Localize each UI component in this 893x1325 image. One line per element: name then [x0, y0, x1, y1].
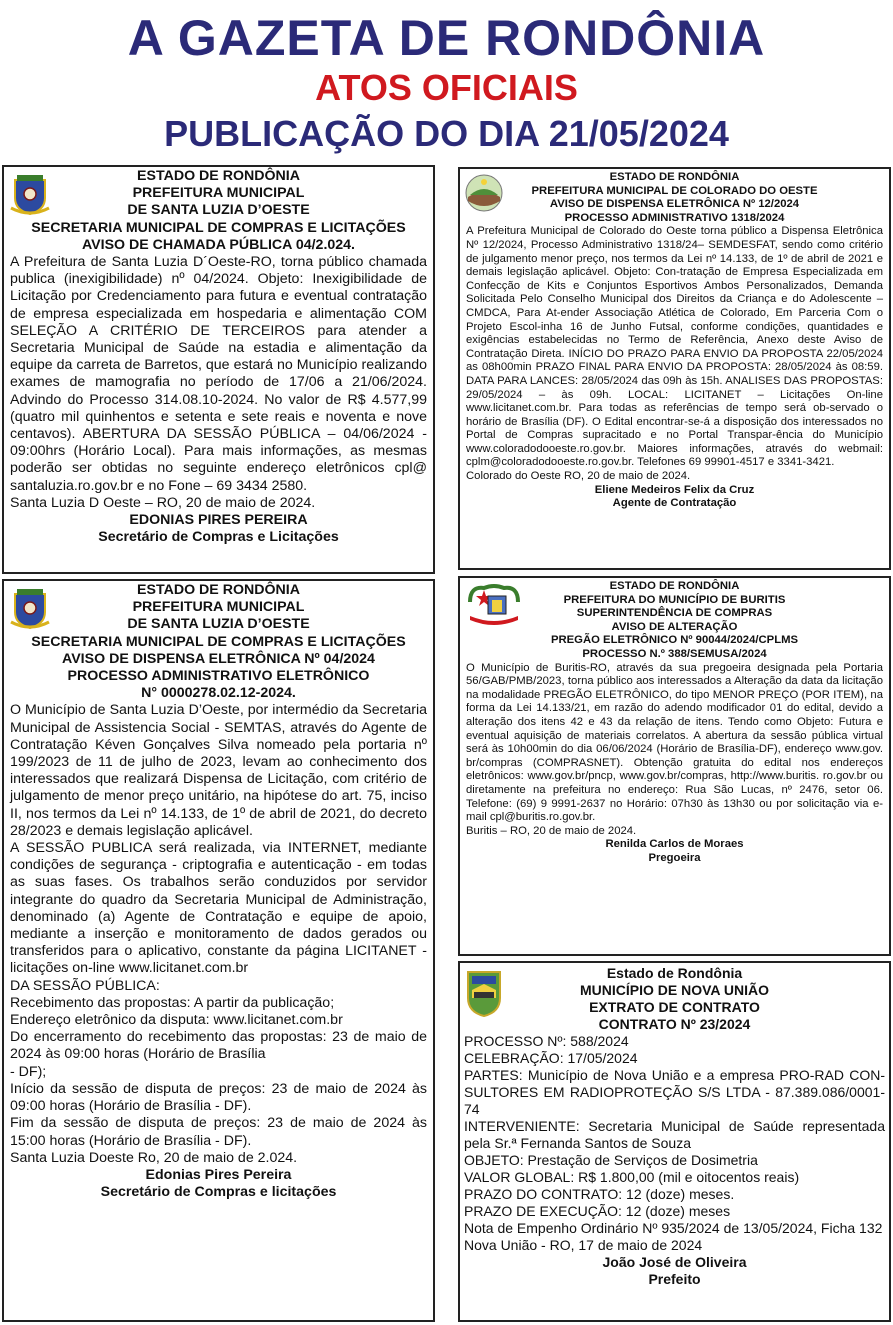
header-line: ESTADO DE RONDÔNIA	[609, 171, 740, 183]
body-paragraph: Nova União - RO, 17 de maio de 2024	[464, 1237, 703, 1253]
header-line: PREFEITURA MUNICIPAL	[132, 185, 305, 202]
body-paragraph: Recebimento das propostas: A partir da publicação;	[10, 994, 335, 1011]
header-line: PREFEITURA DO MUNICÍPIO DE BURITIS	[563, 593, 786, 606]
notice-header	[10, 168, 427, 254]
signer-name: Eliene Medeiros Felix da Cruz	[594, 483, 755, 496]
header-line: ESTADO DE RONDÔNIA	[137, 582, 300, 598]
signer-name: João José de Oliveira	[602, 1254, 747, 1270]
body-paragraph: O Município de Santa Luzia D’Oeste, por intermédio da Secretaria Municipal de Assistencia Social - SEMTAS, através do Agente de Contratação Kéven Gonçalves Silva nomeado pela portaria nº 199/2023 de 11 de julho de 2023, levam ao conhecimento dos interessados que realizará Dispensa de Licitação, com critério de julgamento de menor preço unitário, na hipótese do art. 75, inciso II, nos termos da Lei nº 14.133, de 1º de abril de 2021, do decreto 28/2023 e demais legislação aplicável.	[10, 702, 427, 839]
buritis-coat-of-arms-icon	[466, 582, 522, 626]
header-line: SECRETARIA MUNICIPAL DE COMPRAS E LICITAÇÕES	[31, 633, 406, 650]
body-paragraph: PRAZO DO CONTRATO: 12 (doze) meses.	[464, 1186, 735, 1202]
notice-nova-uniao	[458, 961, 891, 1322]
notice-body	[10, 702, 427, 1166]
header-line: N° 0000278.02.12-2024.	[141, 685, 296, 702]
body-paragraph: - DF);	[10, 1063, 47, 1080]
body-paragraph: PROCESSO Nº: 588/2024	[464, 1033, 629, 1049]
body-paragraph: DA SESSÃO PÚBLICA:	[10, 977, 160, 994]
section-title: ATOS OFICIAIS	[315, 67, 578, 108]
notice-body	[466, 225, 883, 483]
masthead	[0, 0, 893, 160]
signer-name: Edonias Pires Pereira	[145, 1166, 292, 1183]
notice-header	[466, 171, 883, 225]
body-paragraph: INTERVENIENTE: Secretaria Municipal de Saúde representada pela Sr.ª Fernanda Santos de Souza	[464, 1118, 885, 1151]
body-paragraph: Santa Luzia D Oeste – RO, 20 de maio de 2024.	[10, 494, 316, 511]
body-paragraph: A Prefeitura de Santa Luzia D´Oeste-RO, torna público chamada publica (inexigibilidade) nº 04/2024. Objeto: Inexigibilidade de Licitação por Credenciamento para futura e eventual contratação de empresa especializada em hospedaria e alimentação COM SELEÇÃO A CRITÉRIO DE TERCEIROS para atender a Secretaria Municipal de Saúde na estadia e alimentação da equipe da carreta de Barretos, que estará no Município realizando exames de mamografia no período de 17/06 a 21/06/2024. Advindo do Processo 314.08.10-2024. No valor de R$ 4.577,99 (quatro mil quinhentos e setenta e sete reais e noventa e nove centavos). ABERTURA DA SESSÃO PÚBLICA – 04/06/2024 - 09:00hrs (Horário Local). Para mais informações, as mesmas poderão ser obtidas no seguinte endereço eletrônicos cpl@ santaluzia.ro.gov.br e no Fone – 69 3434 2580.	[10, 254, 427, 494]
header-line: PROCESSO ADMINISTRATIVO 1318/2024	[564, 211, 785, 224]
header-line: ESTADO DE RONDÔNIA	[609, 580, 740, 592]
body-paragraph: Endereço eletrônico da disputa: www.licitanet.com.br	[10, 1012, 343, 1029]
body-paragraph: Do encerramento do recebimento das propostas: 23 de maio de 2024 às 09:00 horas (Horário de Brasília	[10, 1029, 427, 1063]
body-paragraph: Santa Luzia Doeste Ro, 20 de maio de 2.024.	[10, 1149, 298, 1166]
header-line: AVISO DE ALTERAÇÃO	[611, 620, 738, 633]
header-line: PREGÃO ELETRÔNICO Nº 90044/2024/CPLMS	[550, 634, 799, 647]
header-line: SUPERINTENDÊNCIA DE COMPRAS	[576, 607, 773, 620]
header-line: DE SANTA LUZIA D’OESTE	[127, 616, 310, 633]
body-paragraph: Início da sessão de disputa de preços: 23 de maio de 2024 às 09:00 horas (Horário de Brasília - DF).	[10, 1080, 427, 1115]
notice-header	[466, 580, 883, 662]
santa-luzia-coat-of-arms-icon	[9, 172, 51, 216]
notice-colorado-do-oeste	[458, 167, 891, 570]
nova-uniao-coat-of-arms-icon	[464, 968, 504, 1018]
header-line: CONTRATO Nº 23/2024	[598, 1016, 751, 1032]
header-line: PREFEITURA MUNICIPAL DE COLORADO DO OESTE	[531, 184, 818, 197]
notice-santa-luzia-chamada-publica	[2, 165, 435, 574]
header-line: PROCESSO N.º 388/SEMUSA/2024	[582, 647, 767, 660]
header-line: EXTRATO DE CONTRATO	[589, 999, 760, 1015]
signer-role: Secretário de Compras e licitações	[100, 1184, 337, 1201]
header-line: Estado de Rondônia	[606, 965, 743, 981]
notice-header	[10, 582, 427, 702]
header-line: AVISO DE DISPENSA ELETRÔNICA Nº 04/2024	[62, 650, 375, 667]
santa-luzia-coat-of-arms-icon	[9, 586, 51, 630]
notice-header	[464, 965, 885, 1033]
header-line: SECRETARIA MUNICIPAL DE COMPRAS E LICITAÇÕES	[31, 219, 406, 236]
body-paragraph: VALOR GLOBAL: R$ 1.800,00 (mil e oitocentos reais)	[464, 1169, 800, 1185]
signer-name: Renilda Carlos de Moraes	[605, 838, 744, 851]
header-line: PREFEITURA MUNICIPAL	[132, 599, 305, 616]
body-paragraph: PRAZO DE EXECUÇÃO: 12 (doze) meses	[464, 1203, 731, 1219]
header-line: AVISO DE DISPENSA ELETRÔNICA Nº 12/2024	[549, 198, 800, 211]
body-paragraph: Nota de Empenho Ordinário Nº 935/2024 de 13/05/2024, Ficha 132	[464, 1220, 883, 1236]
header-line: ESTADO DE RONDÔNIA	[137, 168, 300, 184]
body-paragraph: O Município de Buritis-RO, através da sua pregoeira designada pela Portaria 56/GAB/PMB/2023, torna público aos interessados a Alteração da data da licitação na modalidade PREGÃO ELETRÔNICO, do tipo MENOR PREÇO (POR ITEM), na forma da Lei 14.133/21, em razão do adendo modificador 01 do edital, devido a alteração dos itens 42 e 43 da relação de itens. Tendo como Objeto: Futura e eventual aquisição de materiais correlatos. A abertura da sessão pública virtual será às 10h00min do dia 06/06/2024 (Horário de Brasília-DF), endereço www.gov. br/compras (COMPRASNET). Obtenção gratuita do edital nos endereços eletrônicos: www.gov.br/pncp, www.gov.br/compras, http://www.buritis. ro.gov.br ou diretamente na prefeitura no endereço: Rua São Lucas, nº 2476, setor 06. Telefone: (69) 9 9991-2637 no Horário: 07h30 às 13h30 ou por solicitação via e-mail cpl@buritis.ro.gov.br.	[466, 661, 883, 824]
header-line: DE SANTA LUZIA D’OESTE	[127, 202, 310, 219]
signer-name: EDONIAS PIRES PEREIRA	[129, 512, 308, 529]
signer-role: Prefeito	[648, 1271, 701, 1287]
publication-date: PUBLICAÇÃO DO DIA 21/05/2024	[164, 113, 729, 154]
body-paragraph: OBJETO: Prestação de Serviços de Dosimetria	[464, 1152, 758, 1168]
notice-body	[466, 662, 883, 839]
body-paragraph: CELEBRAÇÃO: 17/05/2024	[464, 1050, 638, 1066]
notice-santa-luzia-dispensa	[2, 579, 435, 1322]
body-paragraph: PARTES: Município de Nova União e a empresa PRO-RAD CON-SULTORES EM RADIOPROTEÇÃO S/S LTDA - 87.389.086/0001-74	[464, 1067, 885, 1117]
notice-body	[464, 1033, 885, 1254]
body-paragraph: A Prefeitura Municipal de Colorado do Oeste torna público a Dispensa Eletrônica Nº 12/2024, Processo Administrativo 1318/24– SEMDESFAT, sendo como critério de julgamento menor preço, nos termos da Lei nº 14.133, de 1º de abril de 2021 e demais legislação aplicável. Objeto: Con-tratação de Empresa Especializada em Confecção de Kits e Conjuntos Esportivos Ambos Personalizados, Demanda Solicitada Pelo Conselho Municipal dos Direitos da Criança e do Adolescente – CMDCA, Para At-ender Associação Atlética de Colorado, Em Parceria Com o Projeto Escol-inha 16 de Junho Futsal, conforme condições, quantidades e exigências estabelecidas no Termo de Referência, Anexo deste Aviso de Contratação Direta. INÍCIO DO PRAZO PARA ENVIO DA PROPOSTA 22/05/2024 as 08h00min PRAZO FINAL PARA ENVIO DA PROPOSTA: 28/05/2024 às 08:59. DATA PARA LANCES: 28/05/2024 das 09h às 15h. ANALISES DAS PROPOSTAS: 29/05/2024 – às 09h. LOCAL: LICITANET – Licitações On-line www.licitanet.com.br. Para todas as referências de tempo será ob-servado o horário de Brasília (DF). O Edital encontrar-se-á a disposição dos interessados no Portal de Compras supracitado e no Portal Transpar-ência do Município www.coloradodooeste.ro.gov.br. Maiores informações, através do webmail: cplm@coloradodooeste.ro.gov.br. Telefones 69 99901-4517 e 3341-3421.	[466, 225, 883, 469]
body-paragraph: Fim da sessão de disputa de preços: 23 de maio de 2024 às 15:00 horas (Horário de Brasília - DF).	[10, 1115, 427, 1149]
notice-buritis	[458, 576, 891, 956]
newspaper-title: A GAZETA DE RONDÔNIA	[127, 10, 766, 66]
notice-body	[10, 254, 427, 512]
header-line: MUNICÍPIO DE NOVA UNIÃO	[579, 982, 769, 998]
body-paragraph: Colorado do Oeste RO, 20 de maio de 2024.	[466, 470, 691, 483]
body-paragraph: Buritis – RO, 20 de maio de 2024.	[466, 824, 637, 837]
header-line: AVISO DE CHAMADA PÚBLICA 04/2.024.	[81, 236, 356, 253]
body-paragraph: A SESSÃO PUBLICA será realizada, via INTERNET, mediante condições de segurança - criptografia e autenticação - em todas as suas fases. Os trabalhos serão conduzidos por servidor integrante do quadro da Secretaria Municipal de Administração, denominado (a) Agente de Contratação e equipe de apoio, mediante a inserção e monitoramento de dados gerados ou transferidos para o aplicativo, constante da página LICITANET - licitações on-line www.licitanet.com.br	[10, 840, 427, 977]
header-line: PROCESSO ADMINISTRATIVO ELETRÔNICO	[67, 668, 370, 685]
signer-role: Agente de Contratação	[612, 497, 737, 510]
colorado-do-oeste-coat-of-arms-icon	[464, 173, 504, 213]
signer-role: Pregoeira	[648, 851, 701, 864]
signer-role: Secretário de Compras e Licitações	[98, 529, 339, 546]
